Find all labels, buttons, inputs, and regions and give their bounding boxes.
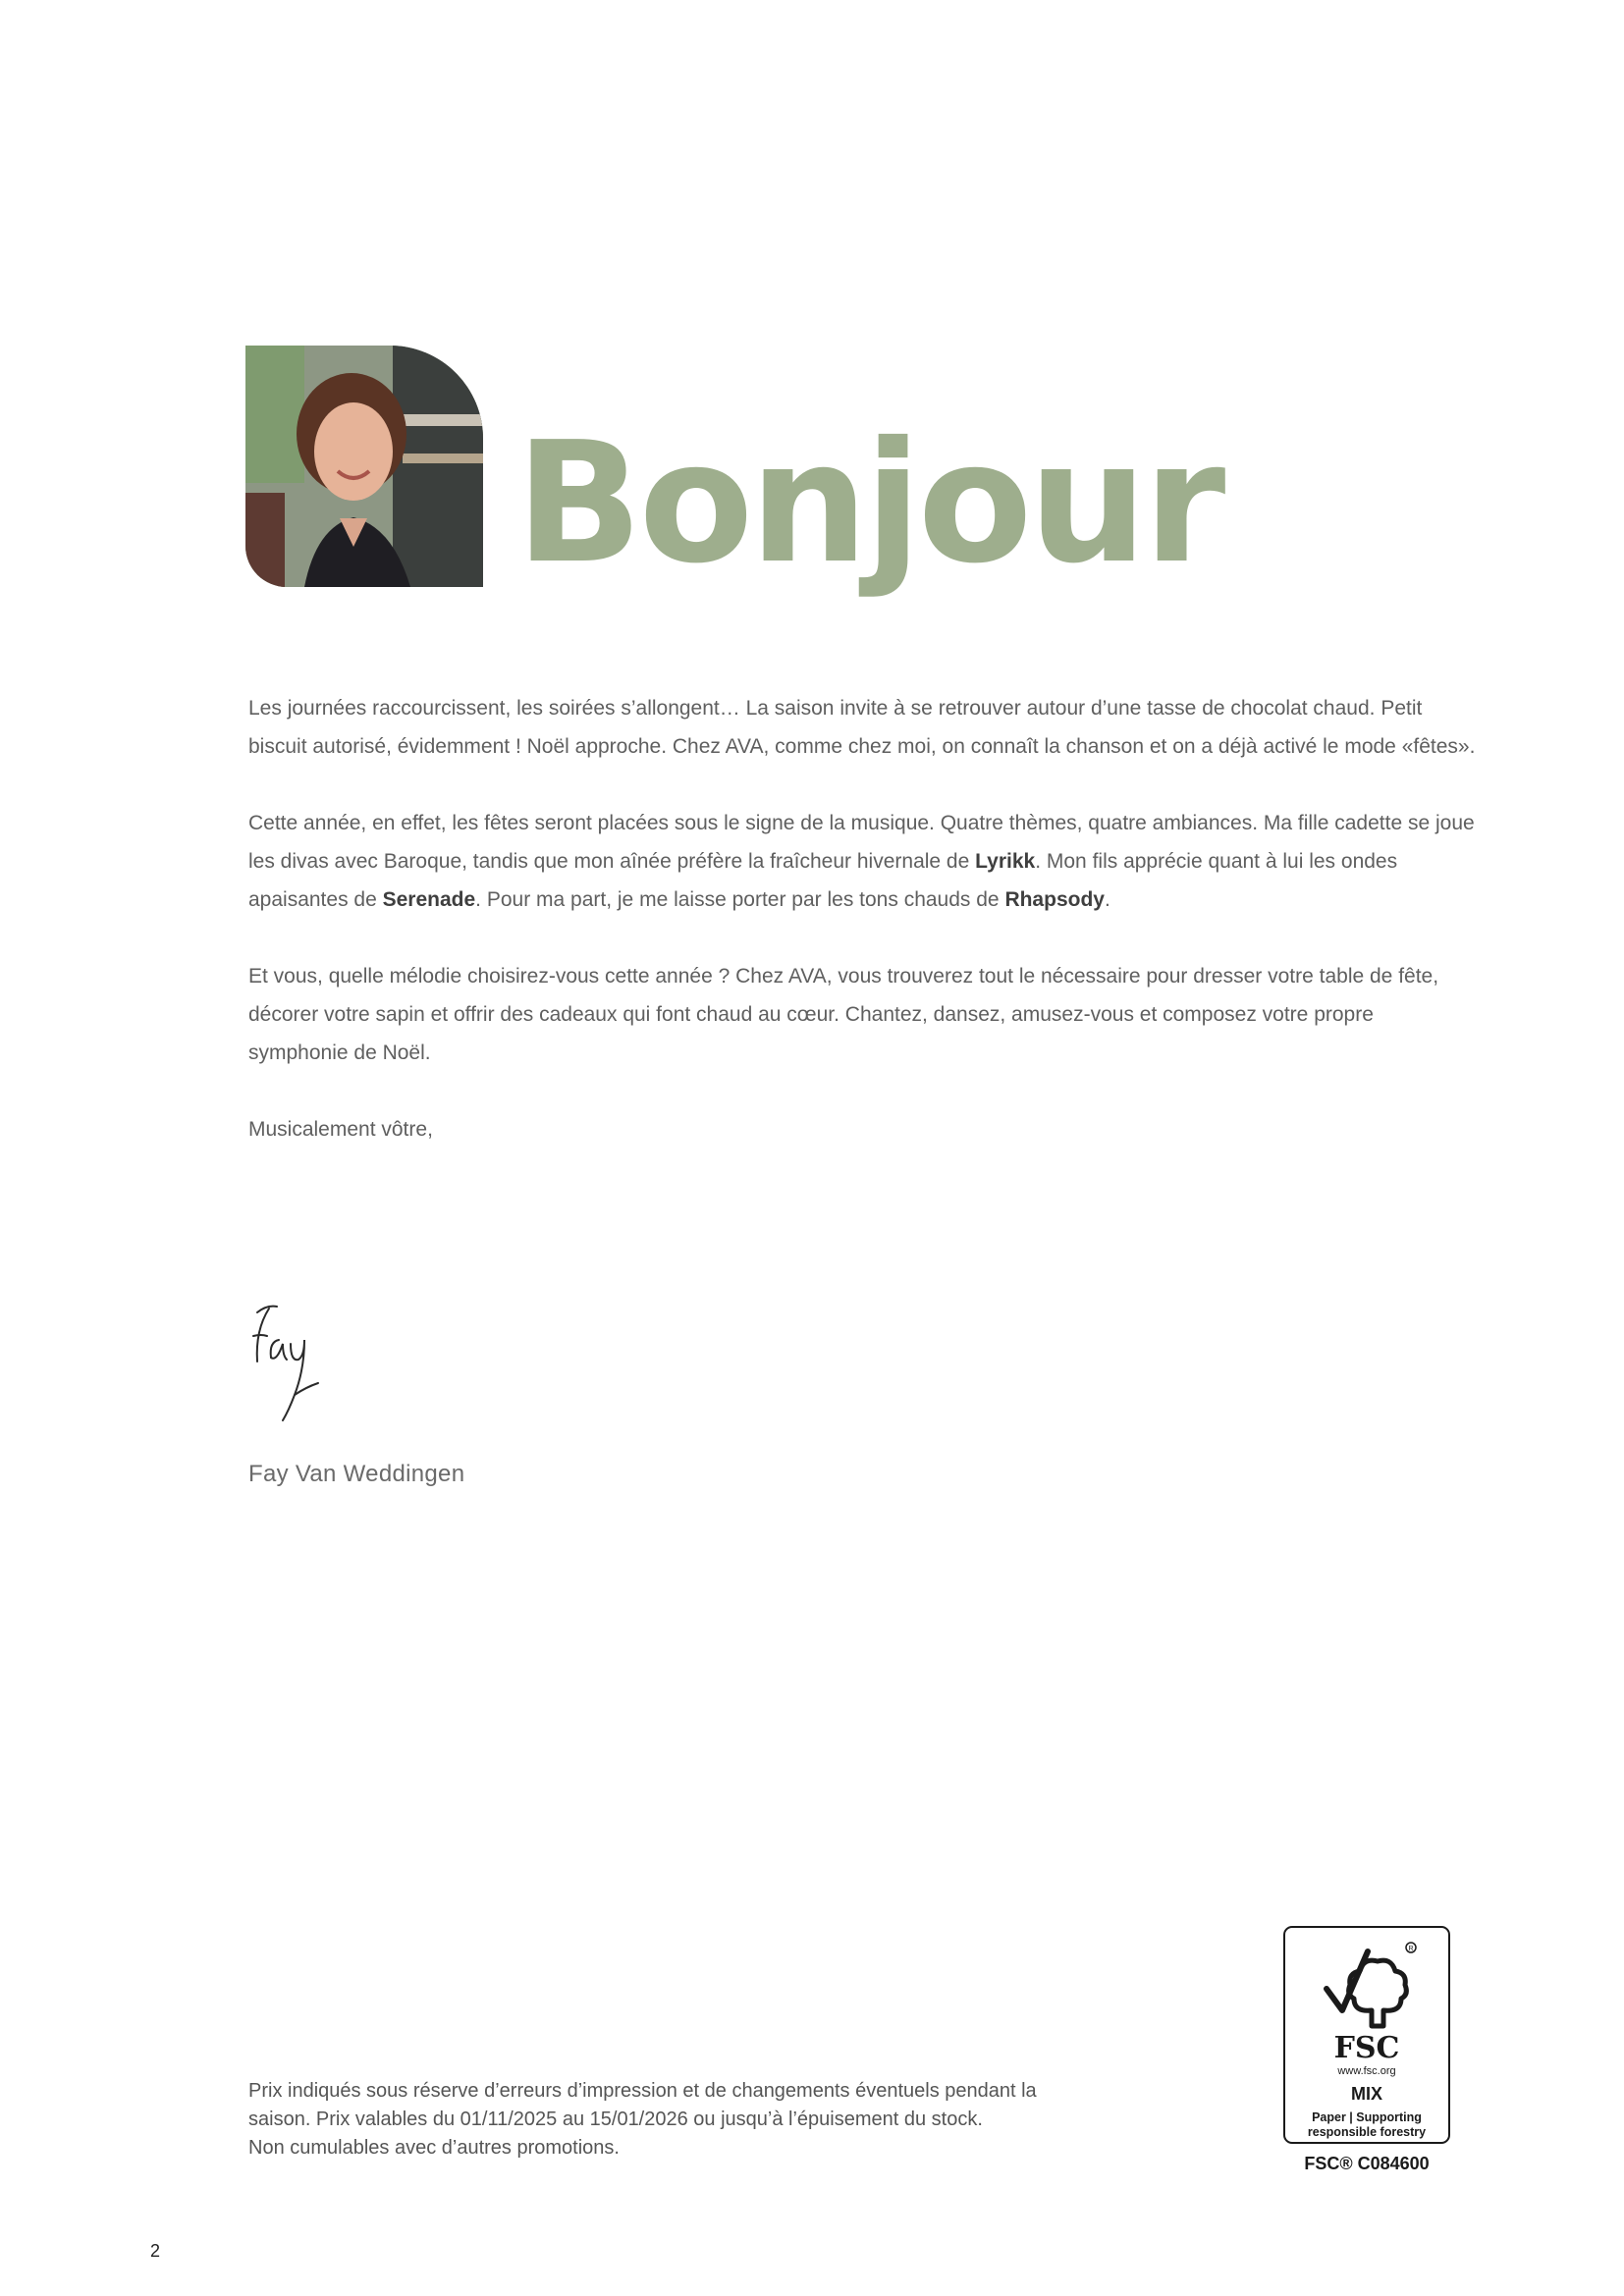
letter-paragraph-2: Cette année, en effet, les fêtes seront placées sous le signe de la musique. Quatre thèmes, quatre ambiances. Ma fille cadette se joue les divas avec Baroque, tandis que mon aînée préfère la fraîcheur hivernale de Lyrikk. Mon fils apprécie quant à lui les ondes apaisantes de Serenade. Pour ma part, je me laisse porter par les tons chauds de Rhapsody. xyxy=(248,812,1475,911)
letter-body xyxy=(248,689,1476,1187)
fsc-url: www.fsc.org xyxy=(1337,2065,1396,2077)
fsc-category: MIX xyxy=(1350,2084,1382,2104)
theme-name-rhapsody: Rhapsody xyxy=(1004,888,1105,911)
fsc-brand: FSC xyxy=(1333,2031,1400,2065)
fsc-tree-icon xyxy=(1315,1938,1423,2036)
disclaimer-line-3: Non cumulables avec d’autres promotions. xyxy=(248,2137,620,2159)
page-number: 2 xyxy=(150,2241,161,2261)
fsc-license-code: FSC® C084600 xyxy=(1304,2154,1430,2173)
theme-name-lyrikk: Lyrikk xyxy=(975,850,1036,873)
letter-paragraph-3: Et vous, quelle mélodie choisirez-vous cette année ? Chez AVA, vous trouverez tout le nécessaire pour dresser votre table de fête, décorer votre sapin et offrir des cadeaux qui font chaud au cœur. Chantez, dansez, amusez-vous et composez votre propre symphonie de Noël. xyxy=(248,965,1439,1064)
disclaimer-line-1: Prix indiqués sous réserve d’erreurs d’impression et de changements éventuels pendant la xyxy=(248,2080,1037,2102)
letter-closing: Musicalement vôtre, xyxy=(248,1118,433,1141)
svg-text:R: R xyxy=(1408,1946,1414,1952)
theme-name-serenade: Serenade xyxy=(382,888,476,911)
price-disclaimer xyxy=(248,2077,1191,2163)
fsc-claim: Paper | Supporting responsible forestry xyxy=(1307,2110,1427,2139)
handwritten-signature xyxy=(247,1301,326,1428)
portrait-image xyxy=(245,346,483,587)
fsc-certification-label xyxy=(1283,1926,1450,2173)
signer-name: Fay Van Weddingen xyxy=(248,1461,465,1487)
author-portrait xyxy=(245,346,483,587)
letter-paragraph-1: Les journées raccourcissent, les soirées s’allongent… La saison invite à se retrouver autour d’une tasse de chocolat chaud. Petit biscuit autorisé, évidemment ! Noël approche. Chez AVA, comme chez moi, on connaît la chanson et on a déjà activé le mode «fêtes». xyxy=(248,697,1476,758)
page-title: Bonjour xyxy=(515,406,1222,601)
disclaimer-line-2: saison. Prix valables du 01/11/2025 au 15/01/2026 ou jusqu’à l’épuisement du stock. xyxy=(248,2109,983,2130)
